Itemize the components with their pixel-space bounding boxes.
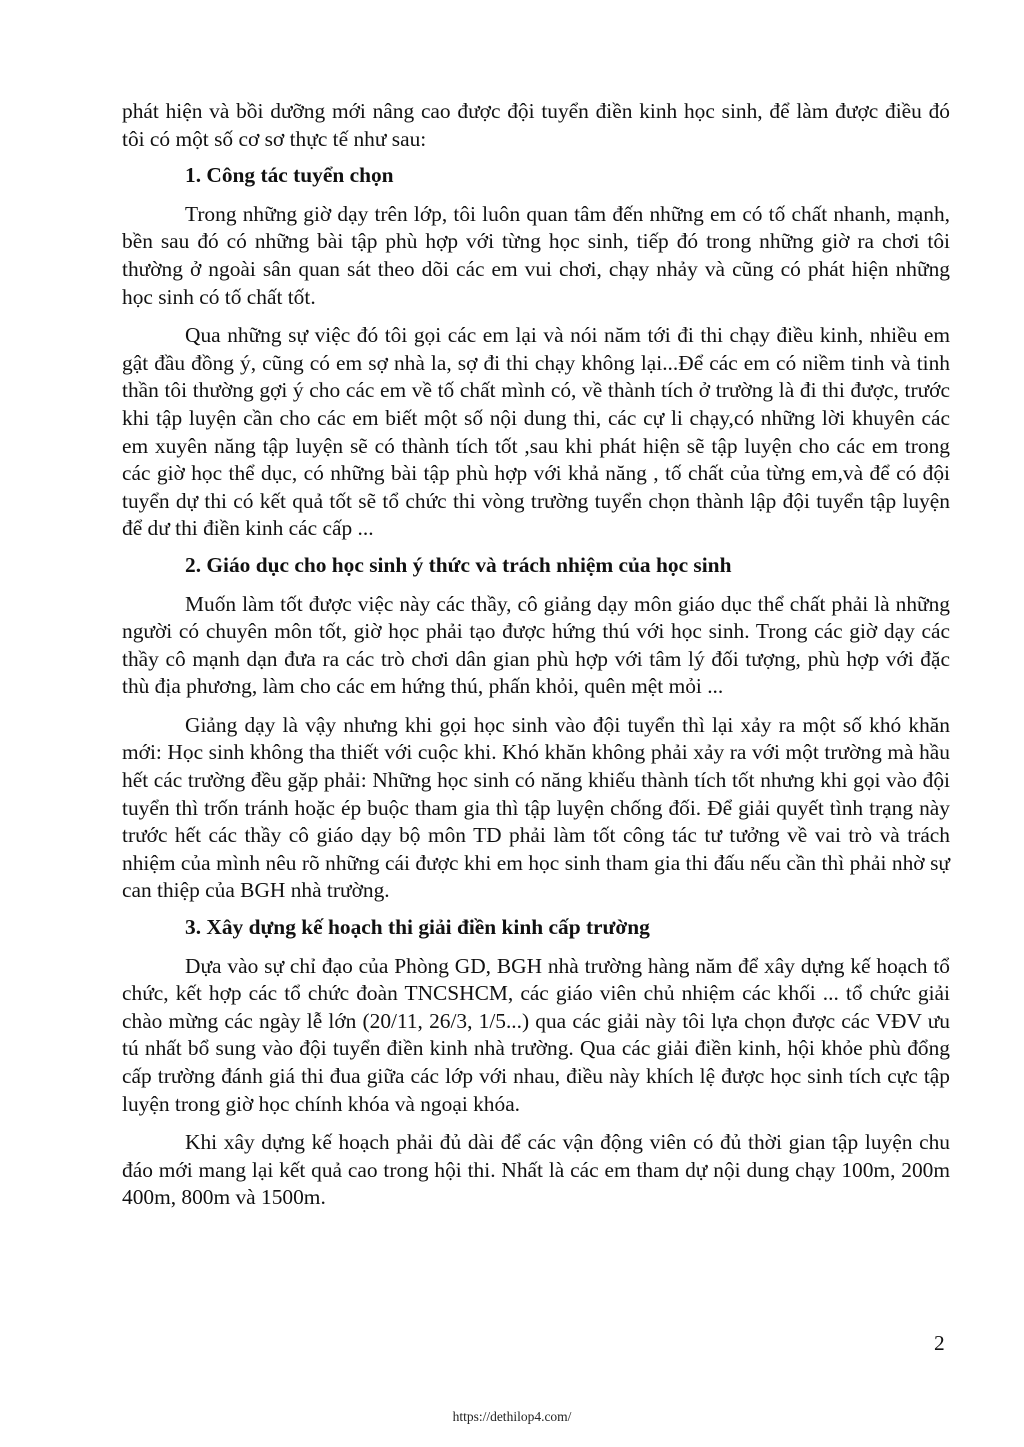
section-heading-3: 3. Xây dựng kế hoạch thi giải điền kinh cấp trường (185, 915, 650, 940)
paragraph: Trong những giờ dạy trên lớp, tôi luôn quan tâm đến những em có tố chất nhanh, mạnh, bền sau đó có những bài tập phù hợp với từng học sinh, tiếp đó trong những giờ ra chơi tôi thường ở ngoài sân quan sát theo dõi các em vui chơi, chạy nhảy và cũng có phát hiện những học sinh có tố chất tốt. (122, 201, 950, 309)
paragraph: Muốn làm tốt được việc này các thầy, cô giảng dạy môn giáo dục thể chất phải là những người có chuyên môn tốt, giờ học phải tạo được hứng thú với học sinh. Trong các giờ dạy các thầy cô mạnh dạn đưa ra các trò chơi dân gian phù hợp với tâm lý đối tượng, phù hợp với đặc thù địa phương, làm cho các em hứng thú, phấn khỏi, quên mệt mỏi ... (122, 591, 950, 699)
footer-url: https://dethilop4.com/ (452, 1409, 572, 1424)
paragraph: Giảng dạy là vậy nhưng khi gọi học sinh vào đội tuyển thì lại xảy ra một số khó khăn mới: Học sinh không tha thiết với cuộc khi. Khó khăn không phải xảy ra với một trường mà hầu hết các trường đều gặp phải: Những học sinh có năng khiếu thành tích tốt nhưng khi gọi vào đội tuyển thì trốn tránh hoặc ép buộc tham gia thì tập luyện chống đối. Để giải quyết tình trạng này trước hết các thầy cô giáo dạy bộ môn TD phải làm tốt công tác tư tưởng về vai trò và trách nhiệm của mình nêu rõ những cái được khi em học sinh tham gia thi đấu nếu cần thì phải nhờ sự can thiệp của BGH nhà trường. (122, 712, 950, 903)
paragraph: Dựa vào sự chỉ đạo của Phòng GD, BGH nhà trường hàng năm để xây dựng kế hoạch tổ chức, kết hợp các tổ chức đoàn TNCSHCM, các giáo viên chủ nhiệm các khối ... tổ chức giải chào mừng các ngày lễ lớn (20/11, 26/3, 1/5...) qua các giải này tôi lựa chọn được các VĐV ưu tú nhất bổ sung vào đội tuyển điền kinh nhà trường. Qua các giải điền kinh, hội khỏe phù đổng cấp trường đánh giá thi đua giữa các lớp với nhau, điều này khích lệ được học sinh tích cực tập luyện trong giờ học chính khóa và ngoại khóa. (122, 953, 950, 1116)
paragraph-continuation: phát hiện và bồi dưỡng mới nâng cao được đội tuyển điền kinh học sinh, để làm được điều đó tôi có một số cơ sơ thực tế như sau: (122, 99, 950, 151)
section-heading-1: 1. Công tác tuyển chọn (185, 163, 394, 188)
section-heading-2: 2. Giáo dục cho học sinh ý thức và trách nhiệm của học sinh (185, 552, 732, 577)
document-body (122, 98, 950, 1212)
paragraph: Khi xây dựng kế hoạch phải đủ dài để các vận động viên có đủ thời gian tập luyện chu đáo mới mang lại kết quả cao trong hội thi. Nhất là các em tham dự nội dung chạy 100m, 200m 400m, 800m và 1500m. (122, 1130, 950, 1210)
paragraph: Qua những sự việc đó tôi gọi các em lại và nói năm tới đi thi chạy điều kinh, nhiều em gật đầu đồng ý, cũng có em sợ nhà la, sợ đi thi chạy không lại...Để các em có niềm tinh và tinh thần tôi thường gợi ý cho các em về tố chất mình có, về thành tích ở trường là đi thi được, trước khi tập luyện cần cho các em biết một số nội dung thi, các cự li chạy,có những lời khuyên các em xuyên năng tập luyện sẽ có thành tích tốt ,sau khi phát hiện sẽ tập luyện cho các em trong các giờ học thể dục, có những bài tập phù hợp với khả năng , tố chất của từng em,và để có đội tuyển dự thi có kết quả tốt sẽ tổ chức thi vòng trường tuyển chọn thành lập đội tuyển tập luyện để dư thi điền kinh các cấp ... (122, 323, 950, 541)
page-number: 2 (934, 1331, 945, 1355)
